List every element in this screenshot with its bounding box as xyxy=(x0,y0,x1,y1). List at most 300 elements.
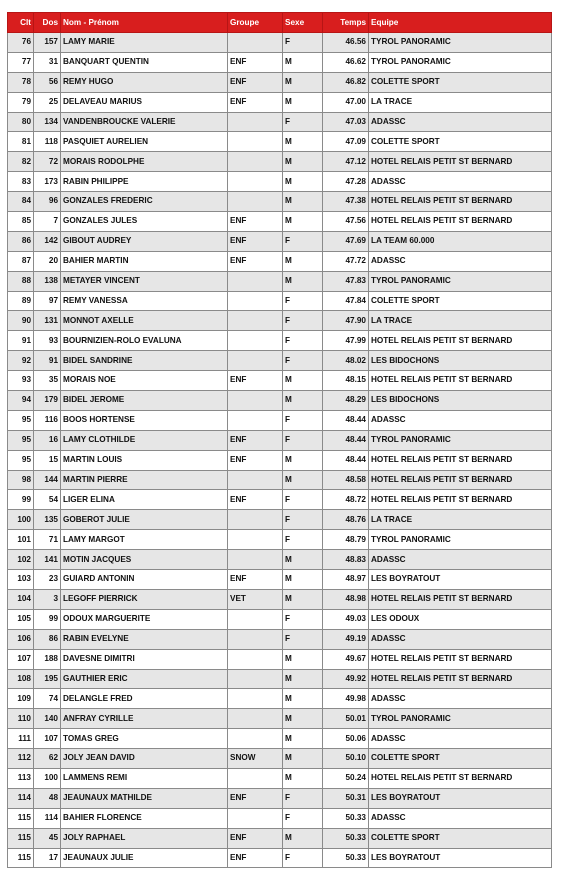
results-body xyxy=(8,33,552,868)
table-row xyxy=(8,828,552,848)
cell-dos: 31 xyxy=(34,52,61,72)
cell-clt: 81 xyxy=(8,132,34,152)
cell-equipe: TYROL PANORAMIC xyxy=(369,709,552,729)
cell-groupe xyxy=(228,709,283,729)
table-row xyxy=(8,490,552,510)
table-row xyxy=(8,530,552,550)
cell-dos: 131 xyxy=(34,311,61,331)
cell-temps: 47.83 xyxy=(323,271,369,291)
cell-clt: 110 xyxy=(8,709,34,729)
cell-dos: 107 xyxy=(34,729,61,749)
cell-sexe: M xyxy=(283,669,323,689)
cell-clt: 105 xyxy=(8,609,34,629)
cell-dos: 114 xyxy=(34,808,61,828)
cell-equipe: HOTEL RELAIS PETIT ST BERNARD xyxy=(369,371,552,391)
cell-clt: 106 xyxy=(8,629,34,649)
cell-groupe xyxy=(228,609,283,629)
cell-temps: 48.76 xyxy=(323,510,369,530)
cell-dos: 71 xyxy=(34,530,61,550)
cell-groupe xyxy=(228,649,283,669)
cell-dos: 141 xyxy=(34,550,61,570)
cell-sexe: M xyxy=(283,450,323,470)
cell-dos: 96 xyxy=(34,192,61,212)
table-row xyxy=(8,550,552,570)
cell-sexe: M xyxy=(283,729,323,749)
cell-groupe xyxy=(228,172,283,192)
cell-dos: 142 xyxy=(34,231,61,251)
cell-nom: DAVESNE DIMITRI xyxy=(61,649,228,669)
cell-dos: 144 xyxy=(34,470,61,490)
table-row xyxy=(8,371,552,391)
cell-temps: 48.02 xyxy=(323,351,369,371)
cell-equipe: ADASSC xyxy=(369,689,552,709)
table-row xyxy=(8,33,552,53)
cell-nom: BIDEL SANDRINE xyxy=(61,351,228,371)
cell-nom: DELANGLE FRED xyxy=(61,689,228,709)
header-row xyxy=(8,13,552,33)
cell-groupe xyxy=(228,669,283,689)
cell-dos: 140 xyxy=(34,709,61,729)
cell-sexe: M xyxy=(283,72,323,92)
cell-sexe: F xyxy=(283,331,323,351)
cell-sexe: M xyxy=(283,768,323,788)
cell-groupe xyxy=(228,550,283,570)
cell-clt: 83 xyxy=(8,172,34,192)
cell-equipe: LA TRACE xyxy=(369,510,552,530)
cell-dos: 62 xyxy=(34,749,61,769)
cell-groupe: ENF xyxy=(228,231,283,251)
table-row xyxy=(8,510,552,530)
cell-nom: GUIARD ANTONIN xyxy=(61,570,228,590)
table-row xyxy=(8,410,552,430)
cell-nom: BAHIER FLORENCE xyxy=(61,808,228,828)
cell-dos: 20 xyxy=(34,251,61,271)
cell-temps: 47.03 xyxy=(323,112,369,132)
cell-nom: MARTIN LOUIS xyxy=(61,450,228,470)
cell-equipe: ADASSC xyxy=(369,550,552,570)
cell-clt: 107 xyxy=(8,649,34,669)
cell-sexe: M xyxy=(283,749,323,769)
cell-nom: TOMAS GREG xyxy=(61,729,228,749)
cell-equipe: LA TRACE xyxy=(369,311,552,331)
table-row xyxy=(8,749,552,769)
cell-clt: 103 xyxy=(8,570,34,590)
cell-temps: 47.69 xyxy=(323,231,369,251)
cell-temps: 49.98 xyxy=(323,689,369,709)
cell-sexe: M xyxy=(283,251,323,271)
cell-groupe xyxy=(228,510,283,530)
cell-temps: 50.33 xyxy=(323,848,369,868)
cell-temps: 48.44 xyxy=(323,450,369,470)
cell-nom: LAMMENS REMI xyxy=(61,768,228,788)
cell-dos: 86 xyxy=(34,629,61,649)
cell-nom: GONZALES FREDERIC xyxy=(61,192,228,212)
cell-clt: 85 xyxy=(8,212,34,232)
table-row xyxy=(8,331,552,351)
cell-temps: 46.62 xyxy=(323,52,369,72)
table-row xyxy=(8,271,552,291)
cell-clt: 82 xyxy=(8,152,34,172)
cell-temps: 49.03 xyxy=(323,609,369,629)
cell-equipe: COLETTE SPORT xyxy=(369,291,552,311)
cell-temps: 47.90 xyxy=(323,311,369,331)
cell-equipe: HOTEL RELAIS PETIT ST BERNARD xyxy=(369,589,552,609)
cell-clt: 86 xyxy=(8,231,34,251)
table-row xyxy=(8,709,552,729)
cell-equipe: TYROL PANORAMIC xyxy=(369,33,552,53)
cell-nom: MOTIN JACQUES xyxy=(61,550,228,570)
cell-equipe: COLETTE SPORT xyxy=(369,828,552,848)
col-header-equipe: Equipe xyxy=(369,13,552,33)
table-row xyxy=(8,172,552,192)
cell-sexe: M xyxy=(283,689,323,709)
cell-clt: 77 xyxy=(8,52,34,72)
cell-temps: 50.31 xyxy=(323,788,369,808)
cell-equipe: ADASSC xyxy=(369,251,552,271)
cell-groupe xyxy=(228,689,283,709)
cell-clt: 88 xyxy=(8,271,34,291)
cell-temps: 48.15 xyxy=(323,371,369,391)
cell-equipe: ADASSC xyxy=(369,172,552,192)
cell-sexe: F xyxy=(283,231,323,251)
cell-clt: 115 xyxy=(8,848,34,868)
cell-equipe: HOTEL RELAIS PETIT ST BERNARD xyxy=(369,192,552,212)
cell-clt: 90 xyxy=(8,311,34,331)
cell-groupe xyxy=(228,132,283,152)
cell-dos: 134 xyxy=(34,112,61,132)
cell-nom: LAMY MARGOT xyxy=(61,530,228,550)
cell-nom: RABIN EVELYNE xyxy=(61,629,228,649)
cell-dos: 45 xyxy=(34,828,61,848)
cell-nom: VANDENBROUCKE VALERIE xyxy=(61,112,228,132)
cell-nom: METAYER VINCENT xyxy=(61,271,228,291)
cell-nom: BIDEL JEROME xyxy=(61,391,228,411)
table-row xyxy=(8,729,552,749)
cell-sexe: M xyxy=(283,589,323,609)
cell-dos: 100 xyxy=(34,768,61,788)
cell-temps: 47.38 xyxy=(323,192,369,212)
cell-sexe: F xyxy=(283,311,323,331)
cell-sexe: M xyxy=(283,192,323,212)
table-row xyxy=(8,92,552,112)
cell-temps: 47.84 xyxy=(323,291,369,311)
table-row xyxy=(8,570,552,590)
table-row xyxy=(8,848,552,868)
cell-dos: 116 xyxy=(34,410,61,430)
results-table xyxy=(7,12,552,868)
cell-groupe: SNOW xyxy=(228,749,283,769)
cell-sexe: F xyxy=(283,530,323,550)
cell-dos: 56 xyxy=(34,72,61,92)
cell-temps: 48.44 xyxy=(323,410,369,430)
cell-clt: 78 xyxy=(8,72,34,92)
cell-clt: 89 xyxy=(8,291,34,311)
cell-dos: 188 xyxy=(34,649,61,669)
cell-groupe: ENF xyxy=(228,490,283,510)
cell-clt: 93 xyxy=(8,371,34,391)
col-header-groupe: Groupe xyxy=(228,13,283,33)
cell-groupe: ENF xyxy=(228,72,283,92)
cell-groupe xyxy=(228,391,283,411)
cell-sexe: F xyxy=(283,848,323,868)
table-row xyxy=(8,689,552,709)
cell-nom: GIBOUT AUDREY xyxy=(61,231,228,251)
cell-equipe: ADASSC xyxy=(369,410,552,430)
cell-nom: REMY HUGO xyxy=(61,72,228,92)
cell-clt: 102 xyxy=(8,550,34,570)
cell-groupe: ENF xyxy=(228,92,283,112)
cell-temps: 50.10 xyxy=(323,749,369,769)
cell-temps: 47.72 xyxy=(323,251,369,271)
cell-sexe: M xyxy=(283,550,323,570)
cell-temps: 49.67 xyxy=(323,649,369,669)
cell-dos: 25 xyxy=(34,92,61,112)
cell-sexe: M xyxy=(283,570,323,590)
cell-groupe: ENF xyxy=(228,828,283,848)
cell-temps: 48.58 xyxy=(323,470,369,490)
cell-dos: 48 xyxy=(34,788,61,808)
cell-groupe xyxy=(228,768,283,788)
cell-equipe: HOTEL RELAIS PETIT ST BERNARD xyxy=(369,669,552,689)
cell-clt: 95 xyxy=(8,410,34,430)
cell-clt: 92 xyxy=(8,351,34,371)
cell-nom: MONNOT AXELLE xyxy=(61,311,228,331)
cell-temps: 47.12 xyxy=(323,152,369,172)
cell-sexe: M xyxy=(283,709,323,729)
col-header-sexe: Sexe xyxy=(283,13,323,33)
table-row xyxy=(8,52,552,72)
cell-temps: 48.83 xyxy=(323,550,369,570)
cell-dos: 97 xyxy=(34,291,61,311)
table-row xyxy=(8,132,552,152)
cell-equipe: LES BOYRATOUT xyxy=(369,848,552,868)
col-header-dos: Dos xyxy=(34,13,61,33)
cell-temps: 47.00 xyxy=(323,92,369,112)
cell-sexe: M xyxy=(283,212,323,232)
cell-clt: 84 xyxy=(8,192,34,212)
cell-temps: 48.79 xyxy=(323,530,369,550)
cell-dos: 23 xyxy=(34,570,61,590)
cell-groupe: ENF xyxy=(228,430,283,450)
cell-dos: 91 xyxy=(34,351,61,371)
table-row xyxy=(8,669,552,689)
cell-nom: MORAIS RODOLPHE xyxy=(61,152,228,172)
cell-equipe: ADASSC xyxy=(369,808,552,828)
cell-dos: 54 xyxy=(34,490,61,510)
cell-equipe: COLETTE SPORT xyxy=(369,72,552,92)
cell-clt: 101 xyxy=(8,530,34,550)
table-row xyxy=(8,609,552,629)
cell-groupe: ENF xyxy=(228,848,283,868)
cell-equipe: TYROL PANORAMIC xyxy=(369,271,552,291)
cell-temps: 48.29 xyxy=(323,391,369,411)
cell-temps: 48.44 xyxy=(323,430,369,450)
cell-sexe: M xyxy=(283,132,323,152)
cell-equipe: ADASSC xyxy=(369,729,552,749)
cell-sexe: M xyxy=(283,271,323,291)
cell-dos: 138 xyxy=(34,271,61,291)
cell-sexe: M xyxy=(283,152,323,172)
cell-clt: 108 xyxy=(8,669,34,689)
cell-equipe: LA TRACE xyxy=(369,92,552,112)
cell-temps: 50.33 xyxy=(323,808,369,828)
cell-groupe xyxy=(228,271,283,291)
cell-clt: 100 xyxy=(8,510,34,530)
cell-groupe: ENF xyxy=(228,788,283,808)
table-row xyxy=(8,649,552,669)
cell-nom: BAHIER MARTIN xyxy=(61,251,228,271)
cell-dos: 118 xyxy=(34,132,61,152)
table-row xyxy=(8,629,552,649)
cell-nom: GONZALES JULES xyxy=(61,212,228,232)
cell-dos: 135 xyxy=(34,510,61,530)
cell-groupe: ENF xyxy=(228,450,283,470)
cell-nom: MARTIN PIERRE xyxy=(61,470,228,490)
cell-equipe: COLETTE SPORT xyxy=(369,749,552,769)
cell-temps: 46.56 xyxy=(323,33,369,53)
cell-equipe: HOTEL RELAIS PETIT ST BERNARD xyxy=(369,450,552,470)
cell-nom: JOLY JEAN DAVID xyxy=(61,749,228,769)
cell-equipe: LES BOYRATOUT xyxy=(369,570,552,590)
cell-equipe: TYROL PANORAMIC xyxy=(369,52,552,72)
cell-equipe: HOTEL RELAIS PETIT ST BERNARD xyxy=(369,768,552,788)
cell-groupe: VET xyxy=(228,589,283,609)
cell-groupe: ENF xyxy=(228,52,283,72)
cell-dos: 93 xyxy=(34,331,61,351)
cell-sexe: F xyxy=(283,788,323,808)
cell-temps: 46.82 xyxy=(323,72,369,92)
cell-clt: 95 xyxy=(8,450,34,470)
cell-nom: MORAIS NOE xyxy=(61,371,228,391)
table-row xyxy=(8,212,552,232)
cell-equipe: HOTEL RELAIS PETIT ST BERNARD xyxy=(369,331,552,351)
cell-equipe: TYROL PANORAMIC xyxy=(369,430,552,450)
cell-groupe: ENF xyxy=(228,212,283,232)
cell-clt: 104 xyxy=(8,589,34,609)
cell-groupe xyxy=(228,152,283,172)
col-header-nom: Nom - Prénom xyxy=(61,13,228,33)
table-row xyxy=(8,351,552,371)
cell-clt: 115 xyxy=(8,808,34,828)
table-row xyxy=(8,808,552,828)
cell-groupe xyxy=(228,192,283,212)
cell-groupe: ENF xyxy=(228,251,283,271)
cell-sexe: F xyxy=(283,291,323,311)
cell-equipe: ADASSC xyxy=(369,112,552,132)
cell-groupe xyxy=(228,808,283,828)
cell-nom: RABIN PHILIPPE xyxy=(61,172,228,192)
table-row xyxy=(8,112,552,132)
cell-clt: 112 xyxy=(8,749,34,769)
cell-nom: JEAUNAUX MATHILDE xyxy=(61,788,228,808)
cell-sexe: F xyxy=(283,33,323,53)
cell-temps: 47.99 xyxy=(323,331,369,351)
table-row xyxy=(8,291,552,311)
cell-equipe: LES ODOUX xyxy=(369,609,552,629)
cell-nom: BOURNIZIEN-ROLO EVALUNA xyxy=(61,331,228,351)
col-header-temps: Temps xyxy=(323,13,369,33)
cell-groupe xyxy=(228,311,283,331)
cell-nom: REMY VANESSA xyxy=(61,291,228,311)
cell-sexe: F xyxy=(283,609,323,629)
cell-equipe: COLETTE SPORT xyxy=(369,132,552,152)
cell-equipe: HOTEL RELAIS PETIT ST BERNARD xyxy=(369,212,552,232)
cell-dos: 16 xyxy=(34,430,61,450)
cell-clt: 111 xyxy=(8,729,34,749)
table-row xyxy=(8,192,552,212)
table-row xyxy=(8,589,552,609)
cell-dos: 99 xyxy=(34,609,61,629)
cell-groupe xyxy=(228,729,283,749)
cell-clt: 87 xyxy=(8,251,34,271)
cell-groupe xyxy=(228,530,283,550)
cell-temps: 50.24 xyxy=(323,768,369,788)
cell-temps: 48.97 xyxy=(323,570,369,590)
cell-equipe: HOTEL RELAIS PETIT ST BERNARD xyxy=(369,490,552,510)
cell-sexe: F xyxy=(283,112,323,132)
table-row xyxy=(8,768,552,788)
table-row xyxy=(8,470,552,490)
cell-clt: 109 xyxy=(8,689,34,709)
cell-temps: 47.56 xyxy=(323,212,369,232)
cell-dos: 195 xyxy=(34,669,61,689)
cell-equipe: LES BIDOCHONS xyxy=(369,391,552,411)
cell-nom: GOBEROT JULIE xyxy=(61,510,228,530)
cell-sexe: M xyxy=(283,470,323,490)
cell-dos: 15 xyxy=(34,450,61,470)
cell-dos: 157 xyxy=(34,33,61,53)
cell-nom: BANQUART QUENTIN xyxy=(61,52,228,72)
cell-clt: 76 xyxy=(8,33,34,53)
table-row xyxy=(8,251,552,271)
cell-clt: 95 xyxy=(8,430,34,450)
cell-groupe xyxy=(228,112,283,132)
cell-sexe: F xyxy=(283,430,323,450)
cell-nom: JOLY RAPHAEL xyxy=(61,828,228,848)
cell-dos: 173 xyxy=(34,172,61,192)
cell-groupe xyxy=(228,33,283,53)
cell-sexe: F xyxy=(283,351,323,371)
cell-nom: LAMY CLOTHILDE xyxy=(61,430,228,450)
cell-sexe: M xyxy=(283,828,323,848)
table-row xyxy=(8,450,552,470)
cell-nom: ODOUX MARGUERITE xyxy=(61,609,228,629)
cell-sexe: M xyxy=(283,52,323,72)
cell-temps: 47.28 xyxy=(323,172,369,192)
cell-groupe xyxy=(228,331,283,351)
cell-sexe: F xyxy=(283,410,323,430)
cell-nom: DELAVEAU MARIUS xyxy=(61,92,228,112)
cell-nom: LAMY MARIE xyxy=(61,33,228,53)
cell-groupe: ENF xyxy=(228,371,283,391)
cell-temps: 48.98 xyxy=(323,589,369,609)
cell-sexe: F xyxy=(283,808,323,828)
cell-equipe: LES BIDOCHONS xyxy=(369,351,552,371)
cell-dos: 17 xyxy=(34,848,61,868)
cell-temps: 49.92 xyxy=(323,669,369,689)
cell-clt: 80 xyxy=(8,112,34,132)
cell-temps: 49.19 xyxy=(323,629,369,649)
cell-clt: 113 xyxy=(8,768,34,788)
cell-sexe: M xyxy=(283,172,323,192)
cell-clt: 91 xyxy=(8,331,34,351)
table-row xyxy=(8,430,552,450)
cell-temps: 47.09 xyxy=(323,132,369,152)
cell-clt: 79 xyxy=(8,92,34,112)
cell-nom: PASQUIET AURELIEN xyxy=(61,132,228,152)
table-row xyxy=(8,788,552,808)
cell-clt: 115 xyxy=(8,828,34,848)
